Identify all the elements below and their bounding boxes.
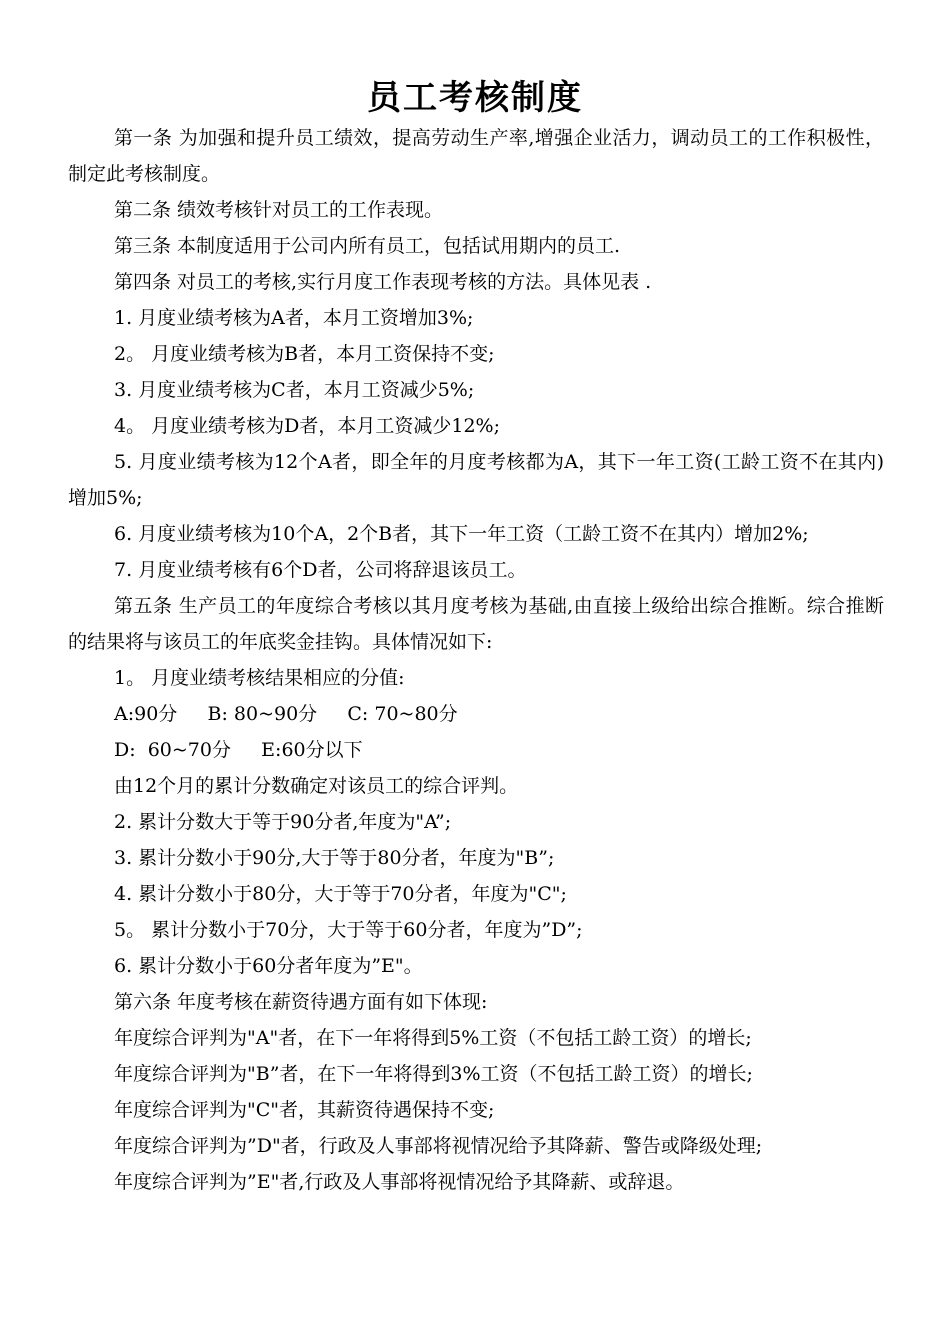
list-item: 4。 月度业绩考核为D者，本月工资减少12%; [114, 415, 500, 437]
salary-rule-d: 年度综合评判为”D"者，行政及人事部将视情况给予其降薪、警告或降级处理; [114, 1135, 763, 1157]
score-line-abc: A:90分 B: 80~90分 C: 70~80分 [114, 703, 458, 725]
list-item: 5. 月度业绩考核为12个A者，即全年的月度考核都为A，其下一年工资(工龄工资不在其内)增加5%; [68, 451, 884, 509]
list-item: 1。 月度业绩考核结果相应的分值: [114, 667, 405, 689]
list-item: 4. 累计分数小于80分，大于等于70分者，年度为"C"; [114, 883, 567, 905]
list-item: 5。 累计分数小于70分，大于等于60分者，年度为”D”; [114, 919, 583, 941]
salary-rule-b: 年度综合评判为"B”者，在下一年将得到3%工资（不包括工龄工资）的增长; [114, 1063, 753, 1085]
list-item: 1. 月度业绩考核为A者，本月工资增加3%; [114, 307, 474, 329]
document-body [68, 120, 884, 1200]
list-item: 7. 月度业绩考核有6个D者，公司将辞退该员工。 [114, 559, 527, 581]
list-item: 2. 累计分数大于等于90分者,年度为"A”; [114, 811, 452, 833]
article-3: 第三条 本制度适用于公司内所有员工，包括试用期内的员工. [114, 235, 621, 257]
salary-rule-a: 年度综合评判为"A"者，在下一年将得到5%工资（不包括工龄工资）的增长; [114, 1027, 752, 1049]
document-title: 员工考核制度 [367, 78, 583, 118]
article-6: 第六条 年度考核在薪资待遇方面有如下体现: [114, 991, 488, 1013]
list-item: 3. 累计分数小于90分,大于等于80分者，年度为"B”; [114, 847, 555, 869]
salary-rule-e: 年度综合评判为”E"者,行政及人事部将视情况给予其降薪、或辞退。 [114, 1171, 685, 1193]
article-2: 第二条 绩效考核针对员工的工作表现。 [114, 199, 444, 221]
score-line-de: D: 60~70分 E:60分以下 [114, 739, 363, 761]
list-item: 6. 月度业绩考核为10个A，2个B者，其下一年工资（工龄工资不在其内）增加2%; [114, 523, 809, 545]
article-5: 第五条 生产员工的年度综合考核以其月度考核为基础,由直接上级给出综合推断。综合推断的结果将与该员工的年底奖金挂钩。具体情况如下: [68, 595, 884, 653]
salary-rule-c: 年度综合评判为"C"者，其薪资待遇保持不变; [114, 1099, 495, 1121]
article-4: 第四条 对员工的考核,实行月度工作表现考核的方法。具体见表 . [114, 271, 652, 293]
list-item: 6. 累计分数小于60分者年度为”E"。 [114, 955, 423, 977]
summary-line: 由12个月的累计分数确定对该员工的综合评判。 [114, 775, 519, 797]
list-item: 2。 月度业绩考核为B者，本月工资保持不变; [114, 343, 495, 365]
article-1: 第一条 为加强和提升员工绩效，提高劳动生产率,增强企业活力，调动员工的工作积极性，制定此考核制度。 [68, 127, 884, 185]
list-item: 3. 月度业绩考核为C者，本月工资减少5%; [114, 379, 475, 401]
